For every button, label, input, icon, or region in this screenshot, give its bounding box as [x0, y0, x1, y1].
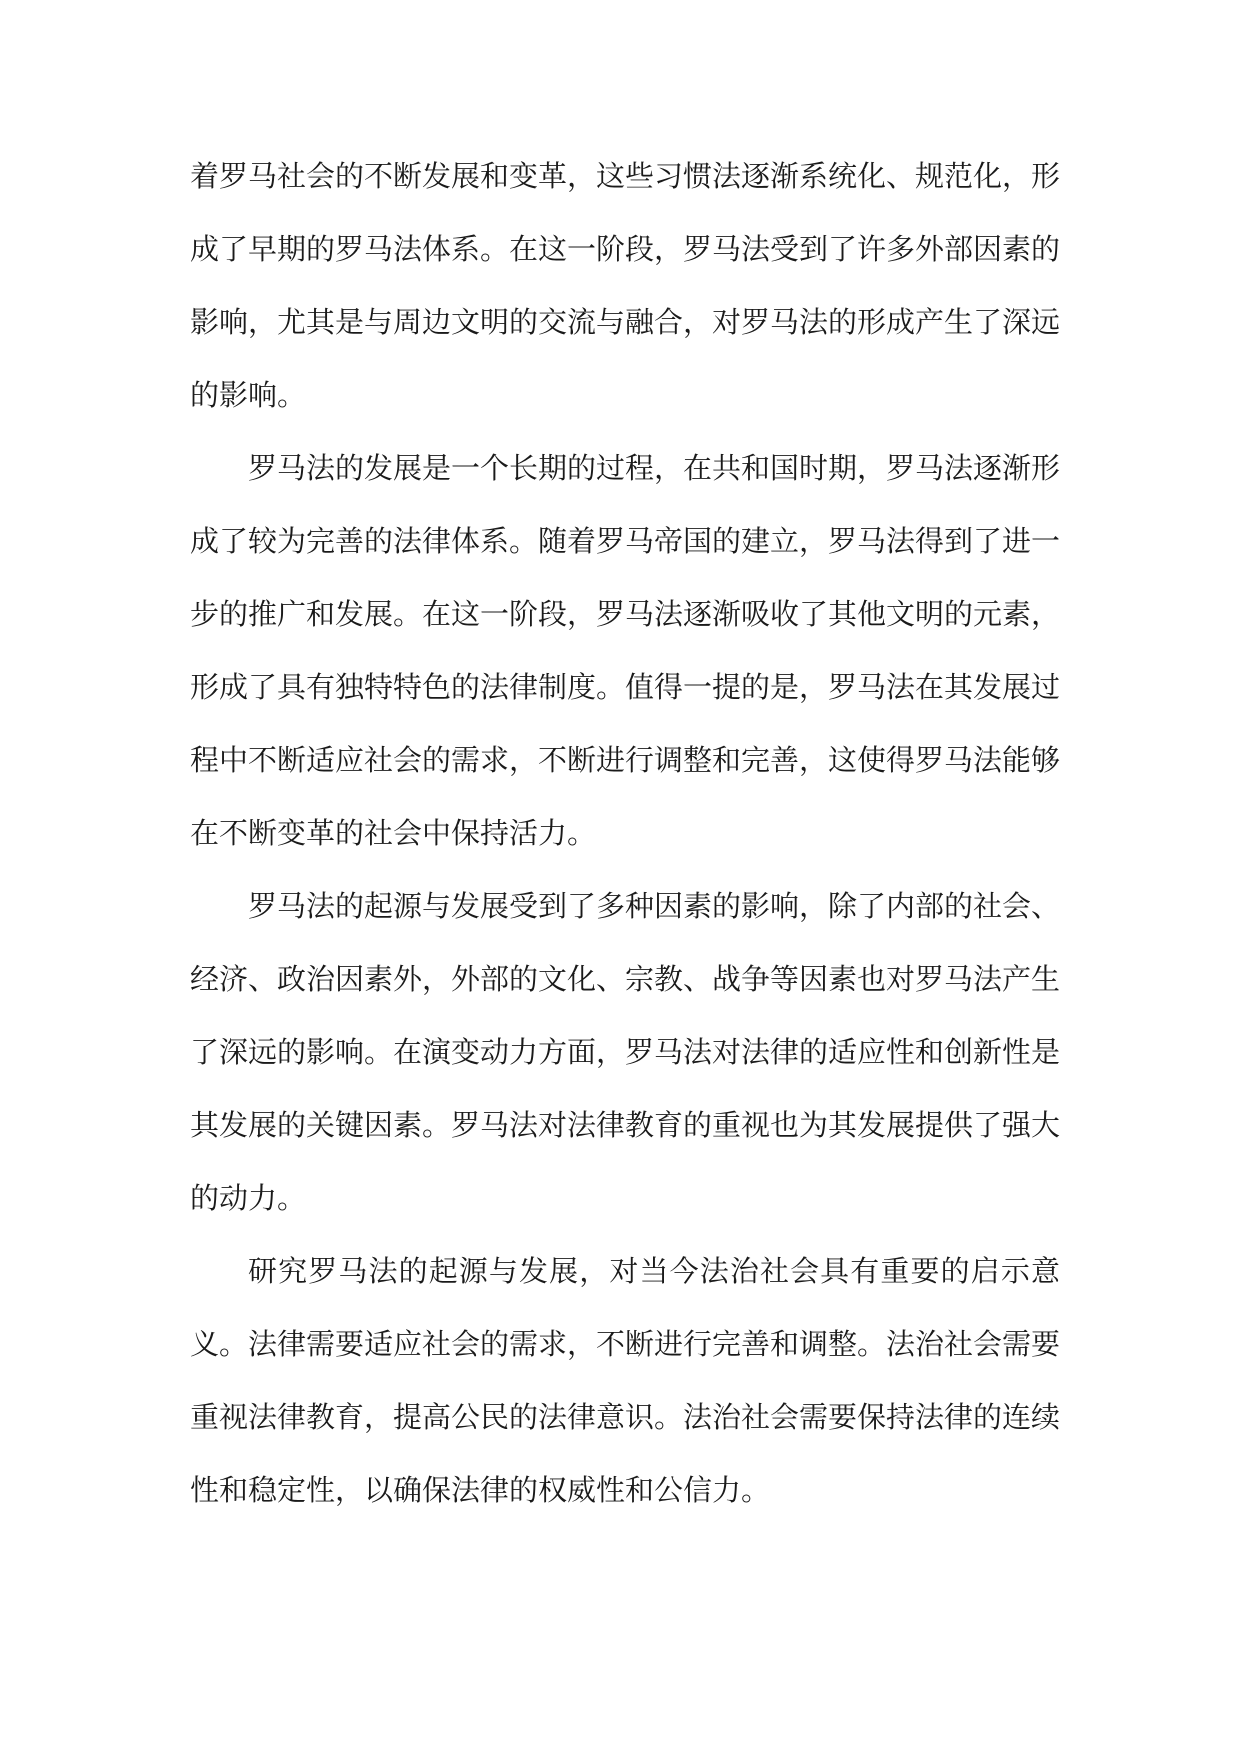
paragraph-influencing-factors: 罗马法的起源与发展受到了多种因素的影响，除了内部的社会、经济、政治因素外，外部的文化、宗教、战争等因素也对罗马法产生了深远的影响。在演变动力方面，罗马法对法律的适应性和创新性是其发展的关键因素。罗马法对法律教育的重视也为其发展提供了强大的动力。	[190, 889, 1061, 1215]
paragraph-continuation: 着罗马社会的不断发展和变革，这些习惯法逐渐系统化、规范化，形成了早期的罗马法体系。在这一阶段，罗马法受到了许多外部因素的影响，尤其是与周边文明的交流与融合，对罗马法的形成产生了深远的影响。	[190, 159, 1061, 412]
body-text	[190, 140, 1060, 1527]
paragraph-modern-significance: 研究罗马法的起源与发展，对当今法治社会具有重要的启示意义。法律需要适应社会的需求，不断进行完善和调整。法治社会需要重视法律教育，提高公民的法律意识。法治社会需要保持法律的连续性和稳定性，以确保法律的权威性和公信力。	[190, 1254, 1061, 1507]
paragraph-roman-law-development: 罗马法的发展是一个长期的过程，在共和国时期，罗马法逐渐形成了较为完善的法律体系。随着罗马帝国的建立，罗马法得到了进一步的推广和发展。在这一阶段，罗马法逐渐吸收了其他文明的元素，形成了具有独特特色的法律制度。值得一提的是，罗马法在其发展过程中不断适应社会的需求，不断进行调整和完善，这使得罗马法能够在不断变革的社会中保持活力。	[190, 451, 1061, 850]
